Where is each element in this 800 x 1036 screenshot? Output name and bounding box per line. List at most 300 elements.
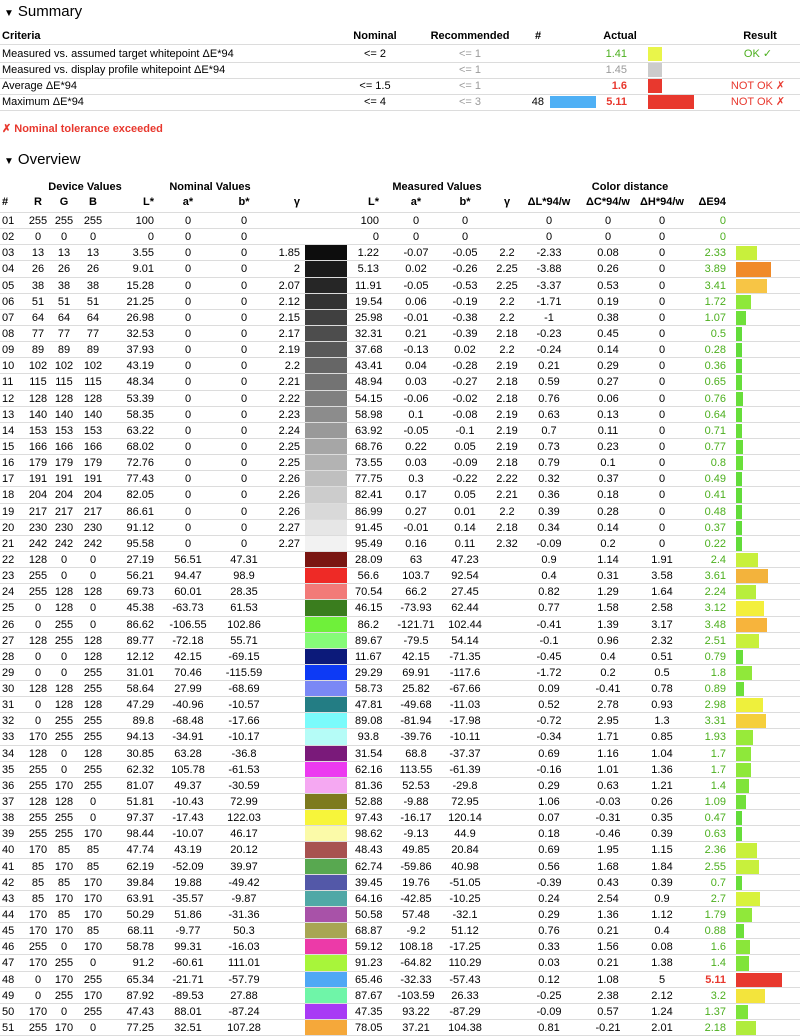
cell-g: 89 [57,344,71,356]
cell-r: 179 [28,457,48,469]
cell-delta-h: 0.93 [651,699,673,711]
cell-b: 0 [89,570,97,582]
cell-measured-b: -29.8 [452,780,478,792]
cell-measured-l: 89.08 [355,715,383,727]
cell-measured-gamma: 2.18 [496,376,518,388]
cell-g: 115 [55,376,73,388]
cell-delta-c: 0.63 [597,780,619,792]
cell-g: 64 [57,312,71,324]
cell-nominal-a: 0 [184,522,192,534]
cell-nominal-b: 0 [240,296,248,308]
summary-actual-bar [648,47,662,61]
cell-b: 0 [89,812,97,824]
cell-b: 128 [83,635,103,647]
cell-measured-l: 25.98 [355,312,383,324]
cell-measured-b: -37.37 [449,748,481,760]
cell-measured-gamma [492,1020,522,1036]
cell-g: 13 [57,247,71,259]
cell-nominal-l: 94.13 [126,731,154,743]
nominal-color-swatch [305,794,347,810]
cell-nominal-gamma: 2.27 [278,538,300,550]
cell-delta-h: 0.51 [651,651,673,663]
cell-g: 153 [54,425,74,437]
cell-measured-b: -87.29 [449,1006,481,1018]
cell-measured-a: 42.15 [402,651,430,663]
cell-nominal-gamma [266,794,300,810]
cell-measured-gamma [492,213,522,229]
cell-nominal-l: 58.64 [126,683,154,695]
cell-measured-l: 64.16 [355,893,383,905]
cell-id: 10 [2,360,15,372]
cell-measured-gamma: 2.25 [496,280,518,292]
cell-id: 09 [2,344,15,356]
cell-nominal-a: 56.51 [174,554,202,566]
cell-nominal-b: 0 [240,263,248,275]
cell-nominal-b: 102.86 [227,619,261,631]
cell-b: 128 [83,651,103,663]
cell-r: 255 [28,780,48,792]
summary-header-result: Result [743,30,777,42]
cell-nominal-gamma [266,810,300,826]
cell-delta-e: 2.4 [710,554,726,566]
header-nominal-l: L* [143,196,154,208]
cell-r: 170 [28,925,48,937]
cell-measured-a: -103.59 [397,990,435,1002]
delta-e-bar [736,359,742,373]
cell-nominal-gamma [266,1020,300,1036]
cell-measured-l: 28.09 [355,554,383,566]
cell-delta-l: 0.59 [538,376,560,388]
cell-nominal-gamma [266,584,300,600]
cell-measured-l: 37.68 [355,344,383,356]
nominal-color-swatch [305,213,347,229]
cell-nominal-a: 0 [184,538,192,550]
nominal-color-swatch [305,875,347,891]
cell-g: 38 [57,280,71,292]
header-r: R [34,196,42,208]
nominal-color-swatch [305,294,347,310]
cell-r: 0 [34,651,42,663]
nominal-color-swatch [305,891,347,907]
cell-measured-l: 46.15 [355,602,383,614]
cell-delta-c: 0.28 [597,506,619,518]
cell-measured-b: 102.44 [448,619,482,631]
cell-nominal-gamma: 2.25 [278,457,300,469]
cell-delta-l: 0.21 [538,360,560,372]
cell-nominal-gamma [266,568,300,584]
cell-b: 85 [86,861,100,873]
cell-delta-e: 1.93 [704,731,726,743]
cell-r: 255 [28,941,48,953]
cell-delta-e: 1.37 [704,1006,726,1018]
cell-delta-h: 1.04 [651,748,673,760]
cell-g: 170 [54,861,74,873]
cell-b: 255 [83,715,103,727]
header-nominal-a: a* [182,196,194,208]
cell-measured-gamma: 2.2 [499,247,515,259]
cell-delta-e: 0.7 [710,877,726,889]
cell-r: 0 [34,619,42,631]
cell-measured-a: 0.22 [405,441,427,453]
cell-delta-h: 0 [658,231,666,243]
cell-nominal-a: -68.48 [172,715,204,727]
cell-nominal-a: 0 [184,489,192,501]
cell-nominal-gamma: 2.12 [278,296,300,308]
cell-delta-h: 0.85 [651,731,673,743]
cell-g: 85 [57,909,71,921]
cell-g: 77 [57,328,71,340]
cell-nominal-gamma [266,600,300,616]
cell-delta-h: 1.84 [651,861,673,873]
nominal-color-swatch [305,471,347,487]
delta-e-bar [736,375,742,390]
nominal-color-swatch [305,439,347,455]
cell-delta-e: 0.36 [704,360,726,372]
cell-delta-e: 0.65 [704,376,726,388]
cell-nominal-l: 77.43 [126,473,154,485]
cell-g: 85 [57,844,71,856]
cell-nominal-gamma [266,229,300,245]
cell-g: 255 [54,215,74,227]
cell-measured-a: -0.05 [403,280,429,292]
cell-delta-e: 0.28 [704,344,726,356]
cell-measured-b: -10.25 [449,893,481,905]
cell-measured-l: 19.54 [355,296,383,308]
nominal-color-swatch [305,633,347,649]
cell-delta-e: 0.48 [704,506,726,518]
cell-nominal-gamma [266,988,300,1004]
delta-e-bar [736,553,758,567]
cell-measured-b: -0.39 [452,328,478,340]
summary-heading[interactable] [4,3,82,20]
cell-id: 11 [2,376,14,388]
cell-measured-b: -61.39 [449,764,481,776]
cell-r: 153 [28,425,48,437]
cell-nominal-gamma [266,1004,300,1020]
cell-measured-gamma [492,907,522,923]
delta-e-bar [736,940,750,954]
cell-delta-c: 0.27 [597,376,619,388]
cell-delta-c: 1.01 [597,764,619,776]
cell-id: 18 [2,489,15,501]
nominal-color-swatch [305,261,347,278]
cell-measured-b: -32.1 [452,909,478,921]
cell-nominal-a: -106.55 [169,619,207,631]
summary-criteria: Measured vs. assumed target whitepoint ΔE*94 [2,48,234,60]
cell-measured-a: 52.53 [402,780,430,792]
cell-measured-a: -0.13 [403,344,429,356]
summary-recommended: <= 1 [458,48,482,60]
cell-g: 0 [60,667,68,679]
delta-e-bar [736,279,767,293]
nominal-color-swatch [305,810,347,826]
cell-r: 0 [34,667,42,679]
cell-r: 85 [31,893,45,905]
delta-e-bar [736,747,751,761]
cell-delta-h: 0 [658,296,666,308]
summary-title: Summary [17,3,83,20]
delta-e-bar [736,924,744,938]
cell-measured-l: 58.73 [355,683,383,695]
cell-b: 128 [83,393,103,405]
cell-delta-e: 2.24 [704,586,726,598]
cell-measured-l: 91.45 [355,522,383,534]
cell-measured-l: 11.67 [355,651,382,663]
delta-e-bar [736,666,752,680]
cell-nominal-b: 61.53 [230,602,258,614]
cell-delta-e: 0.89 [704,683,726,695]
delta-e-bar [736,698,763,712]
cell-g: 170 [54,925,74,937]
cell-delta-c: 1.95 [597,844,619,856]
cell-nominal-l: 63.91 [126,893,154,905]
overview-heading[interactable] [4,151,80,168]
cell-measured-a: 0.02 [405,263,427,275]
cell-id: 48 [2,974,15,986]
cell-measured-a: -9.2 [406,925,426,937]
cell-delta-e: 0.5 [710,328,726,340]
cell-delta-l: 0.12 [538,974,560,986]
delta-e-bar [736,682,744,696]
cell-nominal-b: -17.66 [228,715,260,727]
cell-b: 153 [83,425,103,437]
cell-nominal-l: 69.73 [126,586,154,598]
summary-actual: 1.41 [605,48,627,60]
cell-g: 170 [54,974,74,986]
cell-measured-l: 86.2 [357,619,379,631]
cell-delta-e: 1.09 [704,796,726,808]
cell-delta-h: 0 [658,344,666,356]
cell-measured-b: 0 [461,231,469,243]
cell-nominal-a: 0 [184,457,192,469]
cell-nominal-b: 0 [240,215,248,227]
cell-id: 32 [2,715,15,727]
cell-b: 166 [83,441,103,453]
cell-r: 170 [28,731,48,743]
cell-measured-a: -73.93 [400,602,432,614]
cell-measured-a: -81.94 [400,715,432,727]
delta-e-bar [736,827,742,841]
cell-delta-e: 2.36 [704,844,726,856]
summary-nominal: <= 1.5 [359,80,391,92]
nominal-color-swatch [305,923,347,939]
header-measured-a: a* [410,196,422,208]
cell-nominal-b: 98.9 [233,570,255,582]
nominal-color-swatch [305,342,347,358]
cell-measured-gamma: 2.19 [496,425,518,437]
cell-delta-c: 0.18 [597,489,619,501]
cell-measured-gamma [492,794,522,810]
cell-delta-l: 0 [545,215,553,227]
cell-r: 128 [28,748,48,760]
cell-id: 50 [2,1006,15,1018]
cell-measured-a: 37.21 [402,1022,430,1034]
cell-g: 242 [54,538,74,550]
cell-nominal-gamma [266,213,300,229]
cell-nominal-l: 62.19 [126,861,154,873]
cell-delta-h: 0 [658,215,666,227]
cell-measured-a: 63 [409,554,423,566]
cell-delta-c: 1.68 [597,861,619,873]
cell-delta-l: 0.32 [538,473,560,485]
cell-delta-c: 0.21 [597,925,619,937]
header-delta-c: ΔC*94/w [586,196,630,208]
cell-measured-b: 51.12 [451,925,479,937]
cell-nominal-b: 50.3 [233,925,255,937]
cell-r: 128 [28,683,48,695]
cell-b: 255 [83,764,103,776]
cell-r: 255 [28,1022,48,1034]
cell-delta-l: 0.24 [538,893,560,905]
cell-g: 128 [54,586,74,598]
cell-delta-e: 0.8 [710,457,726,469]
delta-e-bar [736,779,749,793]
summary-nominal: <= 2 [363,48,387,60]
cell-nominal-l: 89.77 [126,635,154,647]
cell-g: 128 [54,796,74,808]
cell-nominal-gamma [266,939,300,955]
cell-nominal-l: 37.93 [126,344,154,356]
cell-measured-l: 54.15 [355,393,383,405]
cell-nominal-b: 0 [240,522,248,534]
cell-measured-gamma [492,972,522,988]
cell-delta-l: 0.82 [538,586,560,598]
cell-measured-gamma: 2.2 [499,344,515,356]
cell-measured-gamma [492,713,522,729]
cell-nominal-l: 53.39 [126,393,154,405]
cell-nominal-a: 88.01 [174,1006,202,1018]
header-nominal-gamma: γ [293,196,300,208]
cell-delta-c: 0.31 [597,570,619,582]
cell-nominal-a: 0 [184,473,192,485]
cell-delta-e: 1.7 [710,764,726,776]
cell-delta-h: 3.17 [651,619,673,631]
cell-measured-l: 97.43 [355,812,383,824]
summary-actual: 5.11 [606,96,627,108]
cell-nominal-a: 99.31 [174,941,202,953]
cell-delta-c: 1.56 [597,941,619,953]
delta-e-bar [736,569,768,583]
nominal-color-swatch [305,487,347,504]
cell-measured-a: 0.1 [408,409,424,421]
cell-nominal-l: 72.76 [126,457,154,469]
cell-delta-h: 0.4 [654,925,670,937]
cell-delta-l: -0.34 [536,731,562,743]
cell-nominal-gamma: 2.27 [278,522,300,534]
nominal-color-swatch [305,568,347,584]
cell-delta-c: 0.11 [597,425,619,437]
cell-delta-l: 0.4 [541,570,557,582]
cell-delta-l: -0.39 [536,877,562,889]
cell-b: 170 [83,909,103,921]
header-b: B [89,196,97,208]
cell-measured-l: 48.94 [355,376,383,388]
cell-delta-c: 0.2 [600,667,616,679]
summary-header-actual: Actual [603,30,637,42]
cell-delta-h: 0 [658,489,666,501]
cell-nominal-b: 0 [240,506,248,518]
cell-nominal-b: 0 [240,489,248,501]
cell-delta-e: 0.47 [704,812,726,824]
cell-nominal-l: 21.25 [126,296,154,308]
cell-nominal-b: 55.71 [230,635,258,647]
cell-nominal-l: 32.53 [126,328,154,340]
cell-measured-a: 0.3 [408,473,424,485]
cell-g: 0 [60,651,68,663]
cell-delta-e: 0.22 [704,538,726,550]
cell-nominal-gamma [266,891,300,907]
cell-g: 255 [54,828,74,840]
cell-delta-c: 2.78 [597,699,619,711]
cell-nominal-b: -69.15 [228,651,260,663]
cell-id: 28 [2,651,15,663]
cell-nominal-gamma: 2.17 [278,328,300,340]
cell-id: 47 [2,957,15,969]
cell-measured-a: -9.13 [403,828,429,840]
cell-measured-gamma [492,617,522,633]
cell-delta-c: 0.19 [597,296,619,308]
cell-measured-a: -42.85 [400,893,432,905]
cell-nominal-a: -89.53 [172,990,204,1002]
cell-r: 255 [28,764,48,776]
cell-nominal-b: -10.57 [228,699,260,711]
cell-measured-l: 39.45 [355,877,383,889]
header-nominal-b: b* [238,196,250,208]
cell-nominal-gamma [266,955,300,971]
cell-nominal-l: 97.37 [126,812,154,824]
cell-measured-a: -32.33 [400,974,432,986]
cell-measured-a: -0.06 [403,393,429,405]
cell-delta-e: 2.7 [710,893,726,905]
cell-delta-e: 1.4 [710,957,726,969]
cell-id: 40 [2,844,15,856]
cell-id: 46 [2,941,15,953]
cell-nominal-gamma [266,746,300,762]
header-measured-b: b* [459,196,471,208]
delta-e-bar [736,908,752,922]
cell-nominal-l: 43.19 [126,360,154,372]
summary-result: NOT OK ✗ [730,80,786,92]
nominal-color-swatch [305,374,347,391]
cell-nominal-b: -57.79 [228,974,260,986]
cell-nominal-gamma [266,713,300,729]
cell-nominal-l: 87.92 [126,990,154,1002]
collapse-triangle-icon: ▼ [4,8,14,19]
cell-nominal-l: 91.12 [126,522,154,534]
cell-measured-b: 0.02 [454,344,476,356]
cell-measured-b: -0.19 [452,296,478,308]
cell-nominal-a: -35.57 [172,893,204,905]
cell-nominal-a: 0 [184,376,192,388]
cell-nominal-gamma [266,552,300,568]
cell-measured-gamma: 2.18 [496,522,518,534]
cell-b: 170 [83,877,103,889]
cell-measured-gamma [492,600,522,616]
cell-r: 191 [28,473,48,485]
cell-delta-l: 0.56 [538,861,560,873]
cell-measured-gamma: 2.19 [496,441,518,453]
cell-id: 34 [2,748,15,760]
cell-measured-l: 29.29 [355,667,383,679]
cell-r: 0 [34,715,42,727]
cell-nominal-l: 63.22 [126,425,154,437]
cell-nominal-b: 0 [240,280,248,292]
cell-nominal-l: 86.62 [126,619,154,631]
cell-delta-c: 0.37 [597,473,619,485]
cell-nominal-b: 122.03 [227,812,261,824]
cell-nominal-a: 49.37 [174,780,202,792]
cell-delta-h: 0 [658,263,666,275]
